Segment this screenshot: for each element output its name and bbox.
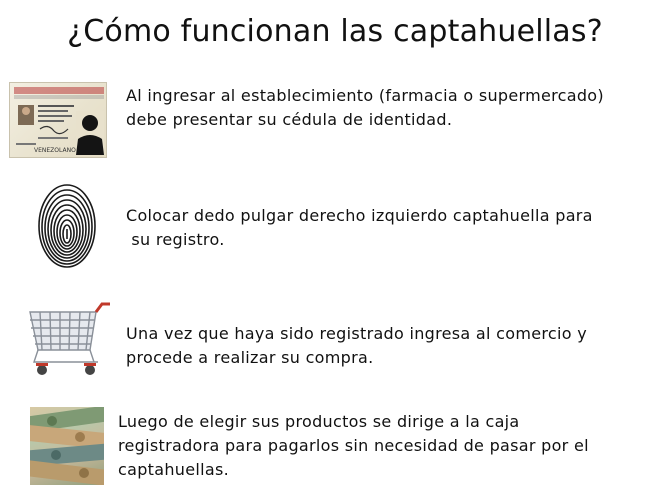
step-2-text: [126, 204, 593, 252]
step-2-line-1: Colocar dedo pulgar derecho izquierdo captahuella para: [126, 206, 593, 225]
step-1-text: [126, 84, 604, 132]
step-3-text: [126, 322, 587, 370]
step-3-line-2: procede a realizar su compra.: [126, 348, 374, 367]
step-4-line-1: Luego de elegir sus productos se dirige a la caja: [118, 412, 520, 431]
page-title: ¿Cómo funcionan las captahuellas?: [67, 14, 603, 49]
step-4-line-2: registradora para pagarlos sin necesidad de pasar por el: [118, 436, 589, 455]
id-card-icon: [9, 82, 107, 158]
step-3-line-1: Una vez que haya sido registrado ingresa al comercio y: [126, 324, 587, 343]
step-2-line-2: su registro.: [126, 230, 225, 249]
shopping-cart-icon: [28, 300, 112, 380]
banknotes-icon: [30, 407, 104, 485]
id-card-country-text: VENEZOLANO: [34, 147, 76, 154]
step-4-line-3: captahuellas.: [118, 460, 229, 479]
fingerprint-icon: [36, 182, 98, 270]
step-4-text: [118, 410, 589, 482]
step-1-line-1: Al ingresar al establecimiento (farmacia o supermercado): [126, 86, 604, 105]
step-1-line-2: debe presentar su cédula de identidad.: [126, 110, 453, 129]
